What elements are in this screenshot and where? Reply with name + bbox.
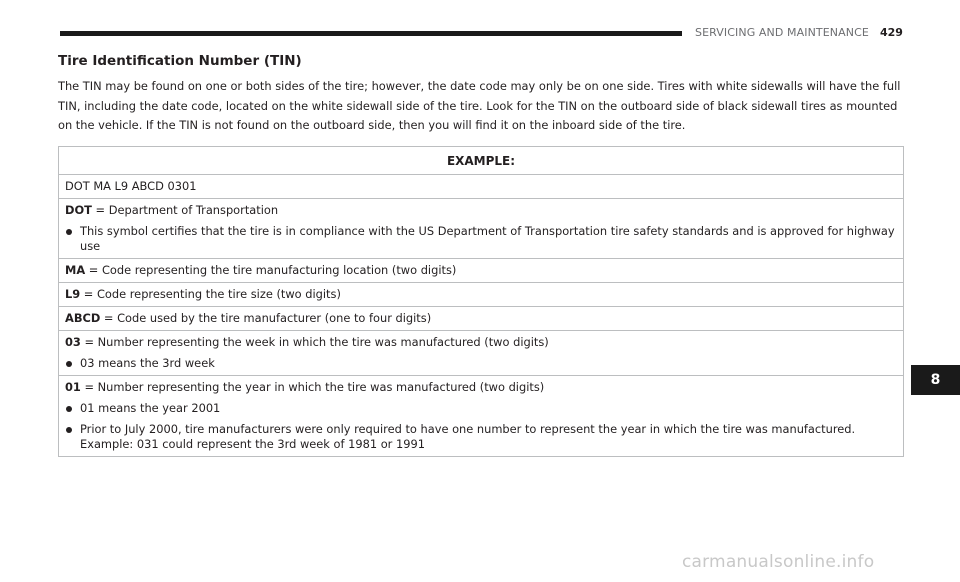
- chapter-tab: [911, 365, 960, 395]
- row-term: 01: [65, 380, 81, 394]
- bullet-dot-icon: [66, 406, 72, 412]
- bullet-item: [65, 224, 897, 254]
- row-term: DOT: [65, 203, 92, 217]
- row-definition: = Number representing the year in which the tire was manufactured (two digits): [80, 380, 545, 394]
- row-term: L9: [65, 287, 81, 301]
- table-row: [59, 306, 903, 330]
- row-definition: = Code representing the tire size (two digits): [80, 287, 341, 301]
- example-code-row: [59, 174, 903, 198]
- watermark: carmanualsonline.info: [682, 552, 875, 572]
- bullet-item: [65, 356, 897, 371]
- section-title: SERVICING AND MAINTENANCE: [695, 26, 869, 39]
- bullet-text: Prior to July 2000, tire manufacturers were only required to have one number to represent the year in which the tire was manufactured. Example: 031 could represent the 3rd week of 1981 or 1991: [80, 422, 856, 451]
- row-term: 03: [65, 335, 81, 349]
- bullet-text: 03 means the 3rd week: [80, 356, 215, 370]
- row-definition: = Code representing the tire manufacturing location (two digits): [85, 263, 457, 277]
- table-row: [59, 330, 903, 375]
- row-definition: = Number representing the week in which the tire was manufactured (two digits): [80, 335, 549, 349]
- page-title: Tire Identification Number (TIN): [58, 53, 302, 69]
- tin-example-table: [58, 146, 904, 457]
- chapter-number: 8: [930, 372, 941, 388]
- table-row: [59, 198, 903, 258]
- table-row: [59, 282, 903, 306]
- row-definition: = Code used by the tire manufacturer (one to four digits): [100, 311, 432, 325]
- page-number: 429: [880, 26, 903, 39]
- example-code: DOT MA L9 ABCD 0301: [65, 179, 197, 193]
- table-row: [59, 375, 903, 456]
- row-term: ABCD: [65, 311, 101, 325]
- intro-paragraph: The TIN may be found on one or both sides of the tire; however, the date code may only be on one side. Tires with white sidewalls will have the full TIN, including the date code, located on the white sidewall side of the tire. Look for the TIN on the outboard side of black sidewall tires as mounted on the vehicle. If the TIN is not found on the outboard side, then you will find it on the inboard side of the tire.: [58, 79, 901, 132]
- table-heading: EXAMPLE:: [446, 154, 516, 168]
- row-term: MA: [65, 263, 86, 277]
- bullet-dot-icon: [66, 427, 72, 433]
- row-definition: = Department of Transportation: [91, 203, 279, 217]
- bullet-dot-icon: [66, 361, 72, 367]
- header-rule: [60, 31, 682, 36]
- bullet-text: This symbol certifies that the tire is in compliance with the US Department of Transportation tire safety standards and is approved for highway use: [80, 224, 895, 253]
- bullet-item: [65, 401, 897, 416]
- table-row: [59, 258, 903, 282]
- bullet-item: [65, 422, 897, 452]
- bullet-dot-icon: [66, 229, 72, 235]
- bullet-text: 01 means the year 2001: [80, 401, 221, 415]
